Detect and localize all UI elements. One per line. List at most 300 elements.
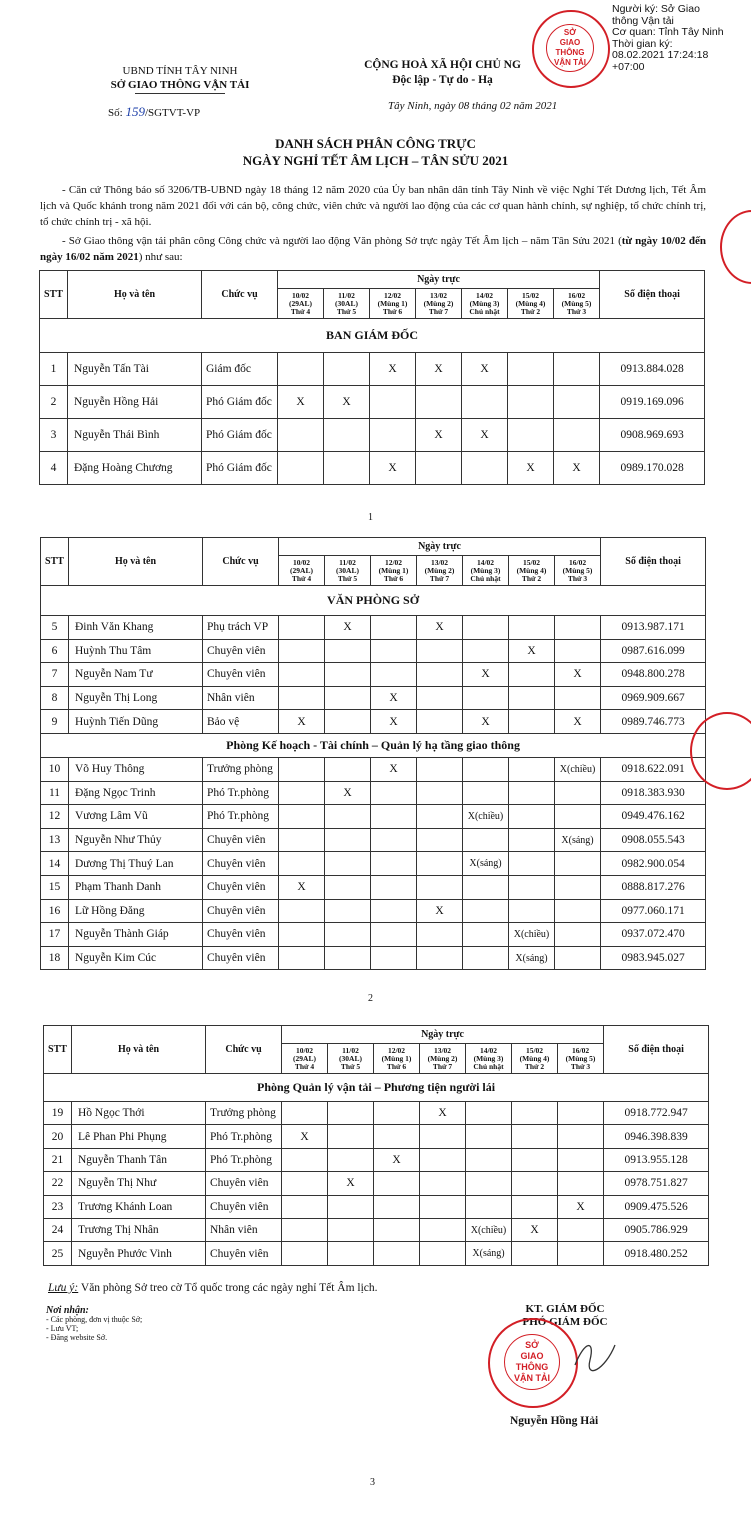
row-stt: 17 xyxy=(41,923,69,947)
row-role: Phó Giám đốc xyxy=(202,452,278,485)
row-role: Phó Giám đốc xyxy=(202,419,278,452)
row-name: Nguyễn Kim Cúc xyxy=(69,946,203,970)
row-phone: 0918.383.930 xyxy=(601,781,706,805)
seal-text: VẬN TẢI xyxy=(514,1373,550,1383)
col-stt: STT xyxy=(44,1026,72,1074)
day-label: Chủ nhật xyxy=(473,1061,504,1071)
row-phone: 0918.480.252 xyxy=(604,1242,709,1265)
day-label: Thứ 5 xyxy=(340,1061,361,1071)
col-day xyxy=(282,1044,328,1074)
day-label: (30AL) xyxy=(336,565,359,575)
section-heading: VĂN PHÒNG SỞ xyxy=(41,586,706,616)
duty-mark: X xyxy=(278,386,324,419)
table-row xyxy=(41,781,706,805)
duty-mark xyxy=(462,452,508,485)
row-name: Lê Phan Phi Phụng xyxy=(72,1125,206,1148)
col-duty: Ngày trực xyxy=(282,1026,604,1044)
row-phone: 0908.055.543 xyxy=(601,828,706,852)
col-day xyxy=(374,1044,420,1074)
duty-mark xyxy=(463,686,509,710)
duty-mark xyxy=(555,923,601,947)
duty-mark xyxy=(371,875,417,899)
row-stt: 4 xyxy=(40,452,68,485)
row-phone: 0913.884.028 xyxy=(600,353,705,386)
duty-mark xyxy=(555,875,601,899)
row-phone: 0918.772.947 xyxy=(604,1102,709,1125)
row-name: Đặng Hoàng Chương xyxy=(68,452,202,485)
duty-mark: X(chiều) xyxy=(509,923,555,947)
signer-line: Thời gian ký: xyxy=(612,37,673,50)
day-label: 14/02 xyxy=(476,557,495,567)
table-row xyxy=(40,386,705,419)
duty-mark xyxy=(512,1148,558,1171)
day-label: 10/02 xyxy=(292,557,311,567)
table-row xyxy=(41,663,706,687)
day-label: 14/02 xyxy=(475,290,494,300)
duty-mark xyxy=(374,1125,420,1148)
table-row xyxy=(44,1172,709,1195)
row-phone: 0978.751.827 xyxy=(604,1172,709,1195)
day-label: (Mùng 3) xyxy=(473,1053,504,1063)
col-day xyxy=(278,289,324,319)
recipients-title: Nơi nhận: xyxy=(46,1305,89,1316)
row-role: Phó Tr.phòng xyxy=(203,805,279,829)
duty-mark xyxy=(328,1102,374,1125)
row-phone: 0989.746.773 xyxy=(601,710,706,734)
duty-mark xyxy=(466,1148,512,1171)
duty-mark xyxy=(374,1172,420,1195)
row-phone: 0949.476.162 xyxy=(601,805,706,829)
duty-mark xyxy=(371,923,417,947)
duty-mark: X xyxy=(324,386,370,419)
day-label: 15/02 xyxy=(525,1045,544,1055)
row-stt: 23 xyxy=(44,1195,72,1218)
col-duty: Ngày trực xyxy=(279,538,601,556)
day-label: Thứ 4 xyxy=(294,1061,315,1071)
duty-mark: X xyxy=(370,452,416,485)
col-day xyxy=(508,289,554,319)
day-label: (Mùng 1) xyxy=(377,298,408,308)
row-role: Phụ trách VP xyxy=(203,616,279,640)
duty-mark: X xyxy=(555,663,601,687)
duty-mark xyxy=(508,386,554,419)
duty-mark xyxy=(417,781,463,805)
handwritten-signature-mark xyxy=(570,1335,620,1375)
duty-table-page2 xyxy=(40,537,706,970)
duty-mark xyxy=(512,1195,558,1218)
nation-line: CỘNG HOÀ XÃ HỘI CHỦ NG xyxy=(364,59,521,71)
duty-mark xyxy=(512,1172,558,1195)
day-label: 16/02 xyxy=(567,290,586,300)
duty-mark xyxy=(416,386,462,419)
duty-mark xyxy=(325,710,371,734)
duty-mark xyxy=(371,946,417,970)
row-stt: 13 xyxy=(41,828,69,852)
row-role: Nhân viên xyxy=(206,1218,282,1241)
seal-text: VẬN TẢI xyxy=(554,58,586,67)
duty-mark xyxy=(555,616,601,640)
day-label: 10/02 xyxy=(291,290,310,300)
table-row xyxy=(40,419,705,452)
duty-mark xyxy=(466,1102,512,1125)
duty-mark xyxy=(374,1242,420,1265)
row-phone: 0908.969.693 xyxy=(600,419,705,452)
row-stt: 3 xyxy=(40,419,68,452)
table-row xyxy=(40,353,705,386)
duty-mark xyxy=(463,875,509,899)
row-name: Nguyễn Thành Giáp xyxy=(69,923,203,947)
row-stt: 7 xyxy=(41,663,69,687)
duty-mark xyxy=(558,1102,604,1125)
duty-mark xyxy=(420,1242,466,1265)
duty-mark: X(chiều) xyxy=(463,805,509,829)
duty-mark xyxy=(417,710,463,734)
page-number: 3 xyxy=(370,1477,375,1488)
duty-mark xyxy=(417,923,463,947)
page-number: 1 xyxy=(368,512,373,523)
row-role: Chuyên viên xyxy=(206,1195,282,1218)
official-seal-top xyxy=(532,10,610,88)
duty-mark: X xyxy=(462,353,508,386)
duty-mark xyxy=(278,419,324,452)
signer-line: Cơ quan: Tỉnh Tây Ninh xyxy=(612,26,724,38)
row-phone: 0913.955.128 xyxy=(604,1148,709,1171)
row-name: Nguyễn Như Thủy xyxy=(69,828,203,852)
duty-mark: X xyxy=(370,353,416,386)
row-stt: 22 xyxy=(44,1172,72,1195)
duty-mark: X xyxy=(416,353,462,386)
row-role: Chuyên viên xyxy=(203,946,279,970)
duty-mark xyxy=(278,353,324,386)
section-heading: Phòng Kế hoạch - Tài chính – Quản lý hạ tầng giao thông xyxy=(41,733,706,757)
col-day xyxy=(512,1044,558,1074)
sign-title: KT. GIÁM ĐỐC xyxy=(525,1303,605,1315)
table-row xyxy=(41,852,706,876)
table-row xyxy=(44,1218,709,1241)
row-stt: 20 xyxy=(44,1125,72,1148)
row-stt: 24 xyxy=(44,1218,72,1241)
table-row xyxy=(44,1102,709,1125)
national-motto xyxy=(350,58,535,88)
col-day xyxy=(555,556,601,586)
duty-mark xyxy=(279,686,325,710)
col-phone: Số điện thoại xyxy=(600,271,705,319)
duty-mark xyxy=(279,828,325,852)
duty-mark: X xyxy=(325,616,371,640)
page-number: 2 xyxy=(368,993,373,1004)
org-line: UBND TỈNH TÂY NINH xyxy=(122,65,238,77)
duty-mark: X xyxy=(512,1218,558,1241)
doc-title-line1: DANH SÁCH PHÂN CÔNG TRỰC xyxy=(275,136,476,151)
duty-mark: X xyxy=(417,616,463,640)
duty-mark xyxy=(509,899,555,923)
duty-mark xyxy=(417,875,463,899)
day-label: Chủ nhật xyxy=(470,573,501,583)
duty-mark xyxy=(509,686,555,710)
duty-mark xyxy=(555,686,601,710)
col-day xyxy=(370,289,416,319)
table-row xyxy=(41,828,706,852)
row-phone: 0983.945.027 xyxy=(601,946,706,970)
duty-mark xyxy=(282,1148,328,1171)
motto-line: Độc lập - Tự do - Hạ xyxy=(392,74,493,86)
table-row xyxy=(44,1242,709,1265)
seal-fragment-right xyxy=(720,210,751,284)
day-label: Thứ 6 xyxy=(383,573,404,583)
col-day xyxy=(509,556,555,586)
day-label: 13/02 xyxy=(433,1045,452,1055)
document-number xyxy=(108,104,200,120)
row-name: Nguyễn Nam Tư xyxy=(69,663,203,687)
duty-mark xyxy=(512,1242,558,1265)
day-label: (29AL) xyxy=(293,1053,316,1063)
row-name: Vương Lâm Vũ xyxy=(69,805,203,829)
duty-mark: X xyxy=(279,710,325,734)
row-phone: 0905.786.929 xyxy=(604,1218,709,1241)
duty-mark xyxy=(279,616,325,640)
row-phone: 0982.900.054 xyxy=(601,852,706,876)
duty-mark xyxy=(417,663,463,687)
day-label: (Mùng 5) xyxy=(561,298,592,308)
day-label: (30AL) xyxy=(335,298,358,308)
duty-mark xyxy=(417,852,463,876)
row-role: Chuyên viên xyxy=(203,663,279,687)
duty-mark xyxy=(420,1218,466,1241)
row-stt: 10 xyxy=(41,757,69,781)
duty-mark xyxy=(554,353,600,386)
duty-mark xyxy=(555,946,601,970)
duty-mark: X xyxy=(462,419,508,452)
duty-mark xyxy=(325,852,371,876)
day-label: Thứ 6 xyxy=(386,1061,407,1071)
day-label: Thứ 3 xyxy=(570,1061,591,1071)
day-label: Thứ 3 xyxy=(567,573,588,583)
row-name: Huỳnh Tiến Dũng xyxy=(69,710,203,734)
col-phone: Số điện thoại xyxy=(601,538,706,586)
seal-text: GIAO THÔNG xyxy=(515,1351,549,1372)
row-role: Chuyên viên xyxy=(203,875,279,899)
day-label: (29AL) xyxy=(290,565,313,575)
duty-mark xyxy=(325,757,371,781)
table-row xyxy=(44,1125,709,1148)
duty-mark xyxy=(509,663,555,687)
duty-mark xyxy=(371,616,417,640)
table-row xyxy=(41,757,706,781)
duty-mark xyxy=(279,899,325,923)
row-role: Chuyên viên xyxy=(203,899,279,923)
duty-mark: X xyxy=(420,1102,466,1125)
duty-mark: X(chiều) xyxy=(466,1218,512,1241)
day-label: Thứ 7 xyxy=(428,306,449,316)
duty-mark xyxy=(420,1195,466,1218)
duty-mark: X xyxy=(554,452,600,485)
row-role: Bảo vệ xyxy=(203,710,279,734)
duty-mark xyxy=(325,923,371,947)
col-day xyxy=(328,1044,374,1074)
table-row xyxy=(41,923,706,947)
day-label: 11/02 xyxy=(339,557,356,567)
row-name: Đặng Ngọc Trinh xyxy=(69,781,203,805)
row-name: Nguyễn Thanh Tân xyxy=(72,1148,206,1171)
duty-mark xyxy=(279,852,325,876)
row-role: Phó Giám đốc xyxy=(202,386,278,419)
day-label: 15/02 xyxy=(522,557,541,567)
day-label: (Mùng 3) xyxy=(469,298,500,308)
duty-mark xyxy=(282,1102,328,1125)
recipient: - Các phòng, đơn vị thuộc Sở; xyxy=(46,1315,143,1324)
digital-signature-info xyxy=(612,4,751,73)
table-row xyxy=(44,1148,709,1171)
para-text: - Sở Giao thông vận tải phân công Công chức và người lao động Văn phòng Sở trực ngày Tết Âm lịch – năm Tân Sửu 2021 ( xyxy=(62,235,622,247)
col-stt: STT xyxy=(41,538,69,586)
day-label: Thứ 7 xyxy=(429,573,450,583)
doc-no-suffix: /SGTVT-VP xyxy=(144,107,201,119)
row-role: Chuyên viên xyxy=(203,852,279,876)
duty-mark xyxy=(463,899,509,923)
duty-mark xyxy=(325,663,371,687)
recipient: - Lưu VT; xyxy=(46,1324,79,1333)
duty-mark xyxy=(555,805,601,829)
duty-mark xyxy=(417,639,463,663)
row-stt: 21 xyxy=(44,1148,72,1171)
row-name: Lữ Hồng Đăng xyxy=(69,899,203,923)
issue-date: Tây Ninh, ngày 08 tháng 02 năm 2021 xyxy=(388,100,558,112)
day-label: Thứ 2 xyxy=(524,1061,545,1071)
row-name: Trương Khánh Loan xyxy=(72,1195,206,1218)
row-phone: 0918.622.091 xyxy=(601,757,706,781)
row-name: Nguyễn Thái Bình xyxy=(68,419,202,452)
duty-mark xyxy=(509,852,555,876)
duty-mark: X xyxy=(508,452,554,485)
day-label: 13/02 xyxy=(430,557,449,567)
duty-mark xyxy=(325,899,371,923)
duty-mark xyxy=(509,781,555,805)
col-day xyxy=(279,556,325,586)
col-role: Chức vụ xyxy=(203,538,279,586)
duty-mark xyxy=(417,946,463,970)
day-label: 14/02 xyxy=(479,1045,498,1055)
duty-mark: X xyxy=(416,419,462,452)
note xyxy=(48,1282,378,1294)
row-phone: 0888.817.276 xyxy=(601,875,706,899)
col-day xyxy=(463,556,509,586)
day-label: 13/02 xyxy=(429,290,448,300)
day-label: Thứ 3 xyxy=(566,306,587,316)
row-phone: 0987.616.099 xyxy=(601,639,706,663)
signer-name: Nguyễn Hồng Hải xyxy=(510,1415,599,1427)
duty-mark xyxy=(279,781,325,805)
duty-mark xyxy=(512,1125,558,1148)
row-role: Chuyên viên xyxy=(203,828,279,852)
duty-mark xyxy=(554,419,600,452)
duty-mark xyxy=(420,1172,466,1195)
duty-mark xyxy=(328,1218,374,1241)
col-day xyxy=(416,289,462,319)
section-heading: BAN GIÁM ĐỐC xyxy=(40,319,705,353)
col-day xyxy=(371,556,417,586)
doc-title-line2: NGÀY NGHỈ TẾT ÂM LỊCH – TÂN SỬU 2021 xyxy=(242,153,509,168)
duty-mark xyxy=(279,757,325,781)
duty-mark xyxy=(512,1102,558,1125)
day-label: 16/02 xyxy=(571,1045,590,1055)
row-stt: 12 xyxy=(41,805,69,829)
day-label: (Mùng 5) xyxy=(565,1053,596,1063)
duty-mark xyxy=(417,686,463,710)
row-name: Hồ Ngọc Thới xyxy=(72,1102,206,1125)
seal-text: SỞ xyxy=(563,28,577,37)
org-line: SỞ GIAO THÔNG VẬN TẢI xyxy=(110,79,250,91)
row-name: Võ Huy Thông xyxy=(69,757,203,781)
note-label: Lưu ý: xyxy=(48,1282,79,1294)
duty-mark: X xyxy=(463,710,509,734)
duty-mark xyxy=(508,353,554,386)
day-label: 12/02 xyxy=(387,1045,406,1055)
duty-mark xyxy=(282,1218,328,1241)
col-name: Họ và tên xyxy=(69,538,203,586)
row-stt: 8 xyxy=(41,686,69,710)
duty-mark xyxy=(371,852,417,876)
day-label: Thứ 4 xyxy=(291,573,312,583)
duty-mark xyxy=(558,1125,604,1148)
col-day xyxy=(325,556,371,586)
seal-text: SỞ xyxy=(525,1340,539,1350)
day-label: 12/02 xyxy=(383,290,402,300)
row-name: Đinh Văn Khang xyxy=(69,616,203,640)
duty-mark xyxy=(325,639,371,663)
day-label: Thứ 5 xyxy=(336,306,357,316)
row-stt: 19 xyxy=(44,1102,72,1125)
duty-mark xyxy=(324,419,370,452)
duty-mark xyxy=(555,639,601,663)
duty-mark xyxy=(328,1242,374,1265)
day-label: 15/02 xyxy=(521,290,540,300)
duty-mark xyxy=(370,386,416,419)
day-label: 10/02 xyxy=(295,1045,314,1055)
para-bold: từ ngày 10/02 đến ngày 16/02 năm 2021 xyxy=(40,235,706,263)
duty-mark xyxy=(371,663,417,687)
duty-mark xyxy=(466,1172,512,1195)
table-row xyxy=(44,1195,709,1218)
col-role: Chức vụ xyxy=(206,1026,282,1074)
row-phone: 0977.060.171 xyxy=(601,899,706,923)
row-name: Huỳnh Thu Tâm xyxy=(69,639,203,663)
duty-mark xyxy=(466,1125,512,1148)
recipients xyxy=(46,1306,142,1342)
day-label: (30AL) xyxy=(339,1053,362,1063)
para-text: ) như sau: xyxy=(138,251,183,263)
day-label: 16/02 xyxy=(568,557,587,567)
day-label: Thứ 6 xyxy=(382,306,403,316)
duty-mark xyxy=(279,663,325,687)
col-day xyxy=(420,1044,466,1074)
duty-mark xyxy=(371,805,417,829)
duty-mark xyxy=(278,452,324,485)
day-label: (Mùng 2) xyxy=(423,298,454,308)
table-row xyxy=(41,616,706,640)
section-heading: Phòng Quản lý vận tải – Phương tiện người lái xyxy=(44,1074,709,1102)
duty-mark xyxy=(325,875,371,899)
row-role: Chuyên viên xyxy=(206,1242,282,1265)
duty-mark xyxy=(420,1125,466,1148)
row-name: Dương Thị Thuý Lan xyxy=(69,852,203,876)
day-label: (Mùng 1) xyxy=(381,1053,412,1063)
duty-mark xyxy=(463,639,509,663)
duty-mark xyxy=(463,946,509,970)
official-seal-bottom xyxy=(488,1318,578,1408)
duty-mark: X xyxy=(509,639,555,663)
intro-paragraph: - Căn cứ Thông báo số 3206/TB-UBND ngày 18 tháng 12 năm 2020 của Ủy ban nhân dân tỉnh Tây Ninh về việc Nghỉ Tết Dương lịch, Tết Âm lịch và Quốc khánh trong năm 2021 đối với cán bộ, công chức, viên chức và người lao động của các cơ quan hành chính, sự nghiệp, tổ chức chính trị, tổ chức chính trị - xã hội. xyxy=(40,184,706,228)
duty-mark: X(chiều) xyxy=(555,757,601,781)
